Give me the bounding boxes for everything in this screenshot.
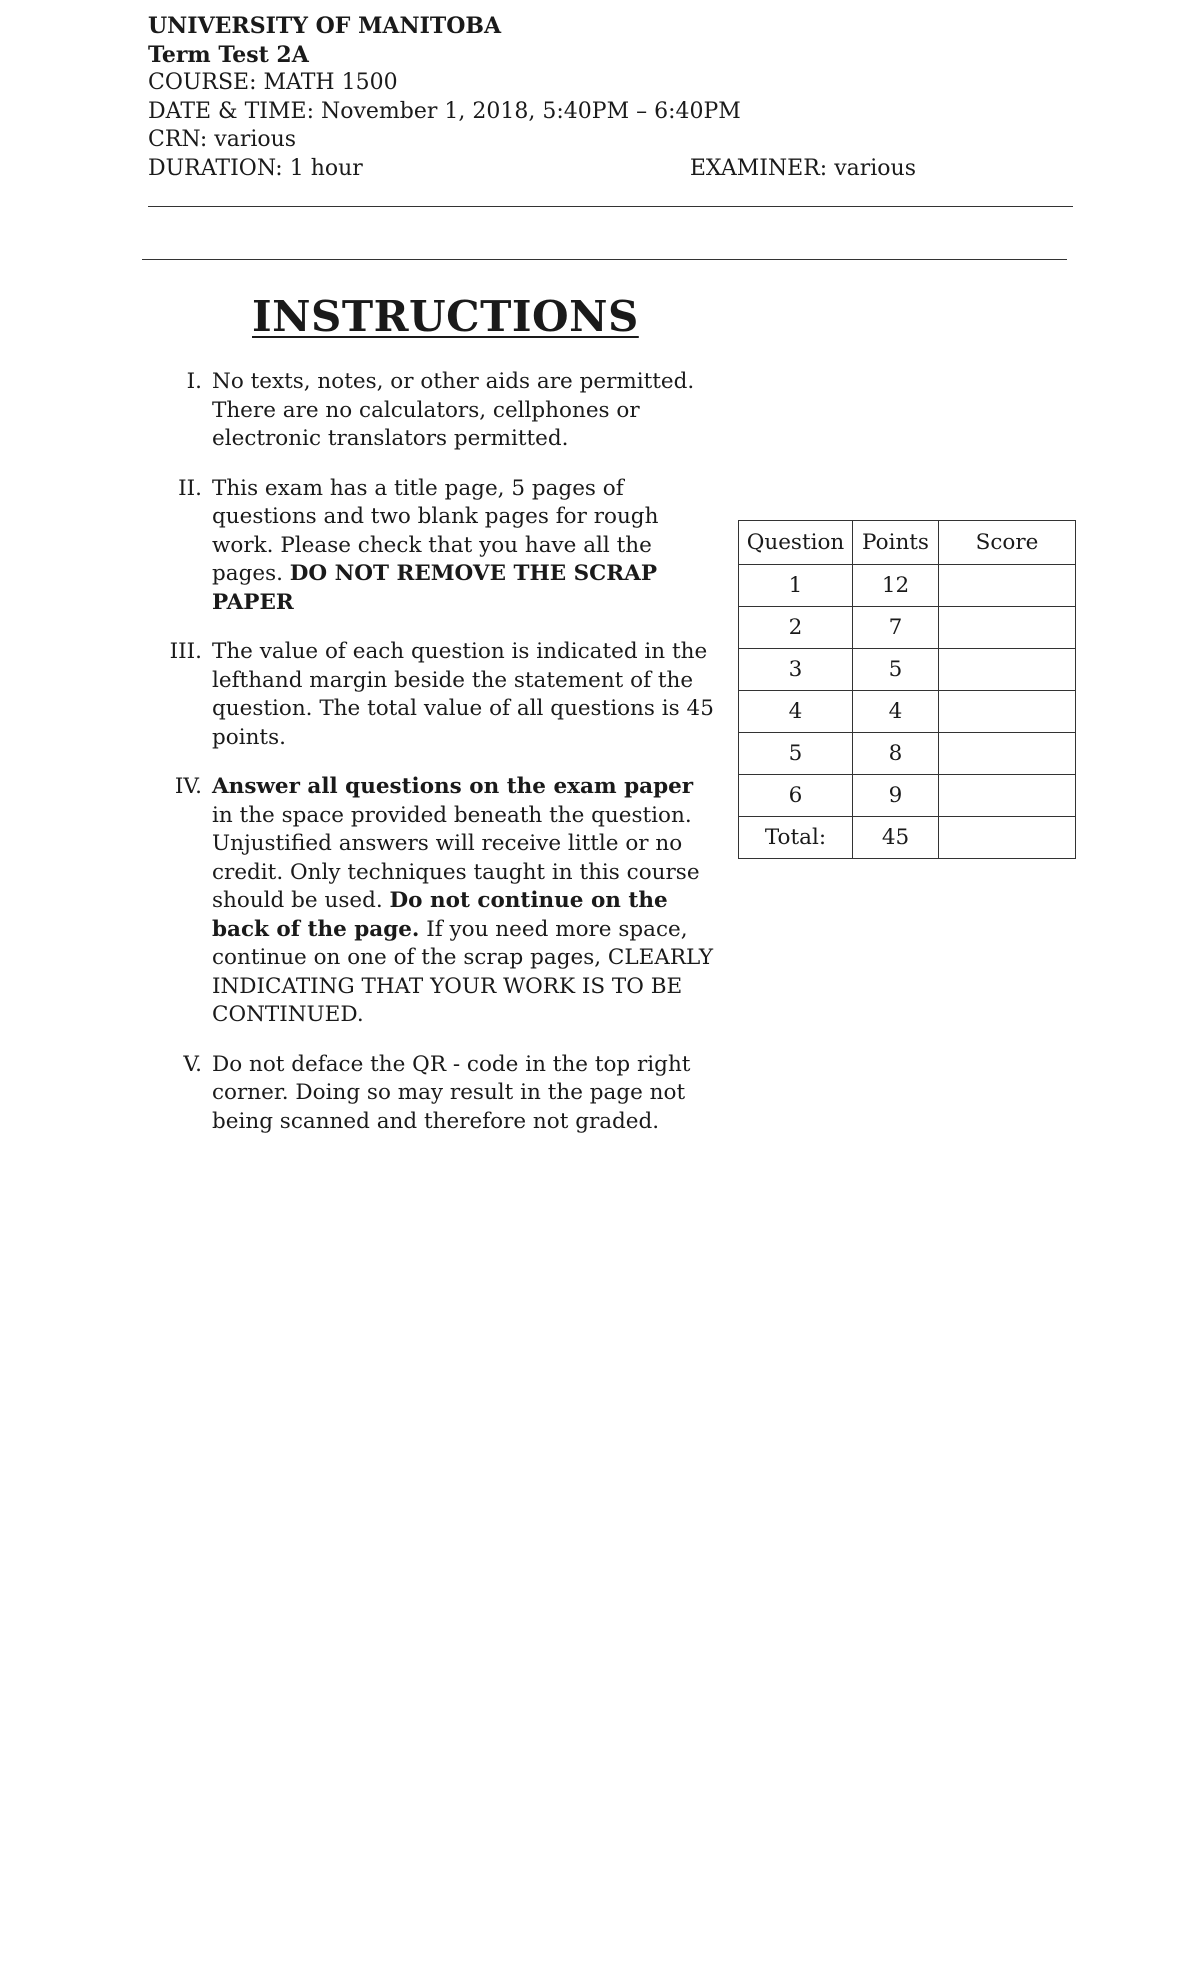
score-cell[interactable] <box>939 691 1076 733</box>
date-time: DATE & TIME: November 1, 2018, 5:40PM – 6:40PM <box>148 98 741 124</box>
instruction-emphasis: Answer all questions on the exam paper <box>212 774 694 799</box>
table-row <box>739 565 1076 607</box>
score-cell[interactable] <box>939 565 1076 607</box>
instruction-number: III. <box>169 639 202 664</box>
question-cell: 6 <box>739 775 853 817</box>
examiner: EXAMINER: various <box>689 155 916 181</box>
points-cell: 12 <box>853 565 939 607</box>
instruction-item <box>150 1051 720 1137</box>
university-name: UNIVERSITY OF MANITOBA <box>148 13 502 39</box>
instruction-item <box>150 475 720 618</box>
instruction-text-part: in the space provided beneath the question. Unjustified answers will receive little or no credit. Only techniques taught in this course should be used. <box>212 802 700 913</box>
table-row <box>739 733 1076 775</box>
score-table-header-row <box>739 521 1076 565</box>
score-cell[interactable] <box>939 733 1076 775</box>
instruction-text <box>212 368 720 454</box>
points-cell: 9 <box>853 775 939 817</box>
instruction-number: V. <box>183 1051 202 1077</box>
instruction-text-part: If you need more space, continue on one of the scrap pages, CLEARLY INDICATING THAT YOUR WORK IS TO BE CONTINUED. <box>212 916 714 1027</box>
points-cell: 4 <box>853 691 939 733</box>
score-table <box>738 520 1076 859</box>
question-cell: Total: <box>739 817 853 859</box>
instruction-text <box>212 475 720 618</box>
question-cell: 4 <box>739 691 853 733</box>
qr-area-divider <box>142 259 1067 260</box>
table-row <box>739 817 1076 859</box>
instruction-emphasis: Do not continue on the back of the page. <box>212 888 668 942</box>
table-row <box>739 649 1076 691</box>
question-cell: 5 <box>739 733 853 775</box>
duration: DURATION: 1 hour <box>148 155 363 181</box>
question-cell: 2 <box>739 607 853 649</box>
instruction-text-part: No texts, notes, or other aids are permitted. There are no calculators, cellphones or electronic translators permitted. <box>212 369 695 451</box>
instructions-list <box>150 368 720 1157</box>
instruction-number: I. <box>186 369 202 394</box>
exam-header <box>148 12 1073 183</box>
points-cell: 8 <box>853 733 939 775</box>
instruction-emphasis: DO NOT REMOVE THE SCRAP PAPER <box>212 561 658 615</box>
header-divider <box>148 206 1073 207</box>
instruction-text-part: This exam has a title page, 5 pages of questions and two blank pages for rough work. Please check that you have all the pages. <box>212 475 659 586</box>
instruction-item <box>150 638 720 752</box>
table-row <box>739 607 1076 649</box>
question-cell: 1 <box>739 565 853 607</box>
points-cell: 5 <box>853 649 939 691</box>
score-cell[interactable] <box>939 649 1076 691</box>
instruction-item <box>150 368 720 454</box>
table-row <box>739 775 1076 817</box>
score-cell[interactable] <box>939 607 1076 649</box>
instruction-text <box>212 1051 720 1137</box>
score-cell[interactable] <box>939 775 1076 817</box>
duration-examiner-row <box>148 155 916 184</box>
instruction-text <box>212 638 720 752</box>
column-header-points: Points <box>853 521 939 565</box>
test-name: Term Test 2A <box>148 41 309 68</box>
instruction-item <box>150 773 720 1030</box>
column-header-question: Question <box>739 521 853 565</box>
instruction-text-part: Do not deface the QR - code in the top right corner. Doing so may result in the page not being scanned and therefore not graded. <box>212 1051 691 1134</box>
instruction-text-part: The value of each question is indicated in the lefthand margin beside the statement of the question. The total value of all questions is 45 points. <box>212 639 714 750</box>
course-code: COURSE: MATH 1500 <box>148 70 398 95</box>
column-header-score: Score <box>939 521 1076 565</box>
instructions-title: INSTRUCTIONS <box>252 292 639 341</box>
instruction-number: IV. <box>174 774 202 799</box>
question-cell: 3 <box>739 649 853 691</box>
instruction-text <box>212 773 720 1030</box>
table-row <box>739 691 1076 733</box>
points-cell: 7 <box>853 607 939 649</box>
score-cell[interactable] <box>939 817 1076 859</box>
instruction-number: II. <box>178 475 202 501</box>
points-cell: 45 <box>853 817 939 859</box>
crn: CRN: various <box>148 127 297 152</box>
